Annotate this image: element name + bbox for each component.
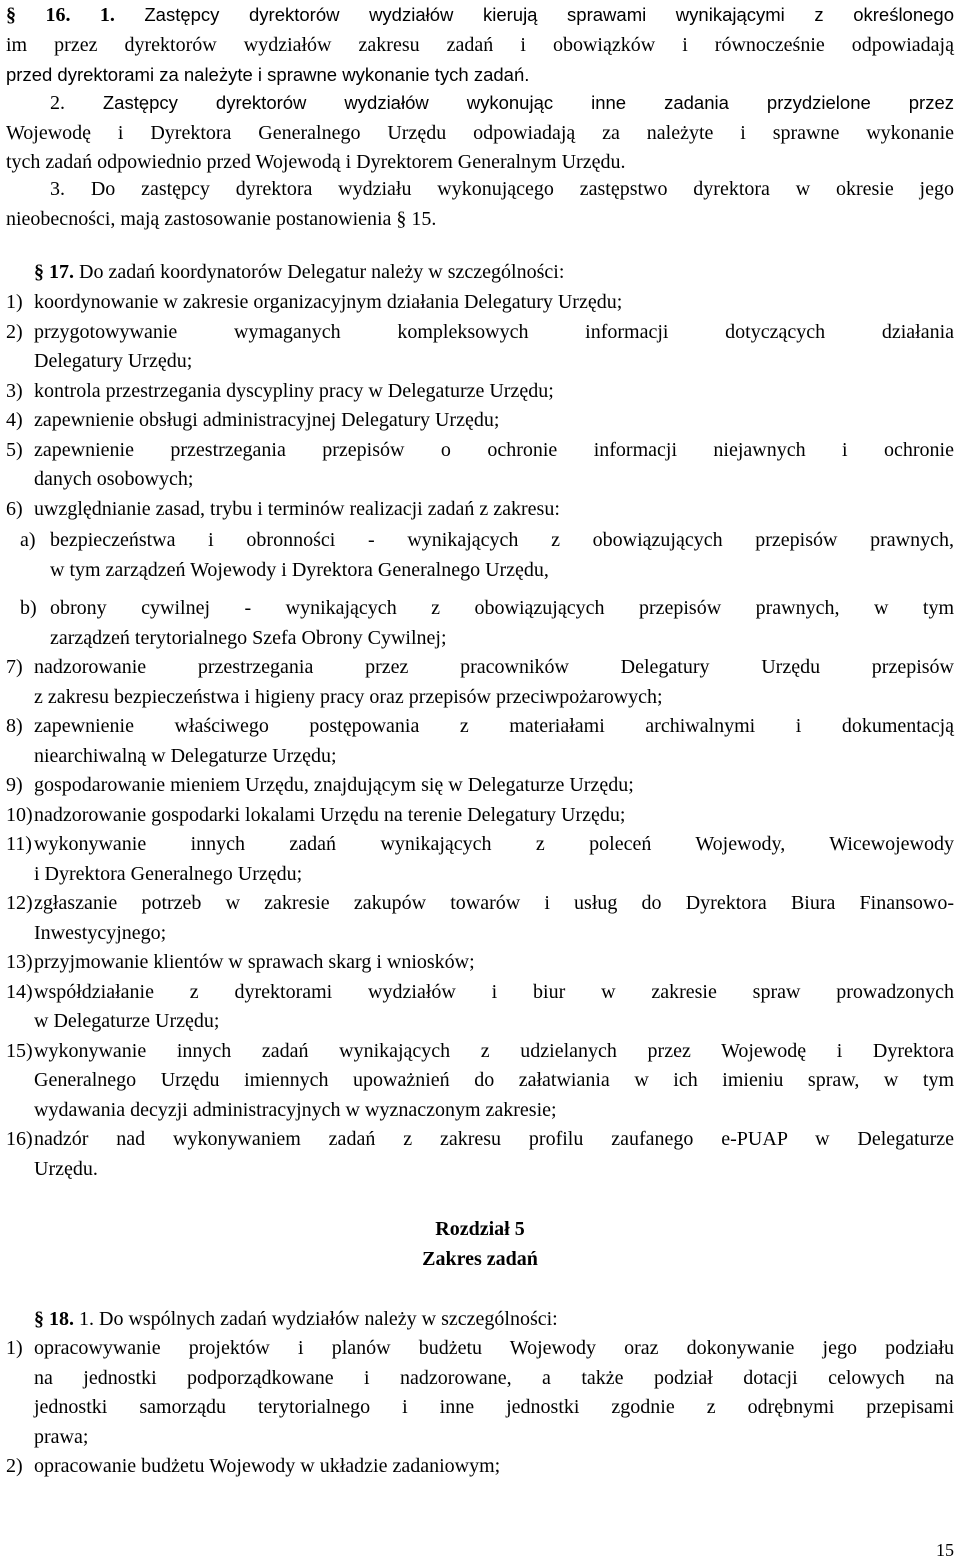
list-item-text: w tym zarządzeń Wojewody i Dyrektora Generalnego Urzędu, xyxy=(50,558,549,581)
list-item-text: uwzględnianie zasad, trybu i terminów realizacji zadań z zakresu: xyxy=(34,497,560,520)
list-item-number: 7) xyxy=(6,656,23,678)
list-item-text: Urzędu. xyxy=(34,1157,98,1180)
s17-intro: Do zadań koordynatorów Delegatur należy w szczególności: xyxy=(79,261,565,283)
list-item-line xyxy=(6,742,954,772)
list-item-text: nadzorowanie przestrzegania przez pracowników Delegatury Urzędu przepisów xyxy=(34,656,954,678)
list-item-number: 1) xyxy=(6,1337,23,1359)
list-item-number: 2) xyxy=(6,320,23,343)
list-item-line xyxy=(6,495,954,525)
list-item-text: na jednostki podporządkowane i nadzorowane, a także podział dotacji celowych na xyxy=(34,1366,954,1389)
list-item-line xyxy=(6,1334,954,1364)
s16-paragraph-2 xyxy=(6,88,954,178)
s16-p2-text-2: Wojewodę i Dyrektora Generalnego Urzędu odpowiadają za należyte i sprawne wykonanie xyxy=(6,121,954,144)
list-item xyxy=(6,712,954,771)
list-item-line xyxy=(6,1007,954,1037)
list-item-number: 8) xyxy=(6,715,23,737)
list-item-text: zapewnienie obsługi administracyjnej Delegatury Urzędu; xyxy=(34,409,500,431)
list-item xyxy=(6,318,954,377)
chapter-title: Rozdział 5 xyxy=(435,1218,525,1240)
list-item-line xyxy=(6,436,954,466)
list-item-text: opracowywanie projektów i planów budżetu Wojewody oraz dokonywanie jego podziału xyxy=(34,1337,954,1359)
list-item-line xyxy=(6,919,954,949)
list-item xyxy=(6,288,954,318)
list-item-line xyxy=(6,624,954,654)
list-item xyxy=(6,406,954,436)
list-item-text: zapewnienie właściwego postępowania z materiałami archiwalnymi i dokumentacją xyxy=(34,715,954,737)
list-item xyxy=(6,653,954,712)
list-item-line xyxy=(6,406,954,436)
list-item-text: w Delegaturze Urzędu; xyxy=(34,1010,220,1032)
list-item-text: z zakresu bezpieczeństwa i higieny pracy oraz przepisów przeciwpożarowych; xyxy=(34,685,663,708)
list-item xyxy=(6,1334,954,1452)
list-item-line xyxy=(6,347,954,377)
list-item xyxy=(6,771,954,801)
s16-p1-text-1: Zastępcy dyrektorów wydziałów kierują sprawami wynikającymi z określonego xyxy=(144,4,954,25)
s16-p2-text-1: Zastępcy dyrektorów wydziałów wykonując inne zadania przydzielone przez xyxy=(102,92,955,113)
list-item-line xyxy=(6,978,954,1008)
list-item-text: obrony cywilnej - wynikających z obowiązujących przepisów prawnych, w tym xyxy=(50,597,954,619)
list-item xyxy=(6,436,954,495)
list-item-text: jednostki samorządu terytorialnego i inne jednostki zgodnie z odrębnymi przepisami xyxy=(34,1396,954,1418)
list-item-line xyxy=(6,1393,954,1423)
s16-p1-text-3: przed dyrektorami za należyte i sprawne wykonanie tych zadań. xyxy=(6,64,530,85)
list-item xyxy=(6,948,954,978)
s16-p2-number: 2. xyxy=(50,92,65,114)
list-item-text: Delegatury Urzędu; xyxy=(34,350,193,372)
list-item-text: współdziałanie z dyrektorami wydziałów i biur w zakresie spraw prowadzonych xyxy=(34,980,954,1003)
list-item-line xyxy=(6,465,954,495)
list-item-number: 5) xyxy=(6,438,23,461)
list-item-line xyxy=(6,889,954,919)
s18-lead: § 18. xyxy=(34,1308,74,1330)
list-item-text: koordynowanie w zakresie organizacyjnym działania Delegatury Urzędu; xyxy=(34,291,623,313)
list-item-text: zapewnienie przestrzegania przepisów o ochronie informacji niejawnych i ochronie xyxy=(34,438,954,461)
list-item-line xyxy=(6,1155,954,1185)
list-item xyxy=(6,1452,954,1482)
list-item-text: nadzór nad wykonywaniem zadań z zakresu profilu zaufanego e-PUAP w Delegaturze xyxy=(34,1128,954,1150)
list-item-text: gospodarowanie mieniem Urzędu, znajdującym się w Delegaturze Urzędu; xyxy=(34,774,634,796)
list-item-line xyxy=(6,288,954,318)
list-item-line xyxy=(6,526,954,556)
chapter-subtitle: Zakres zadań xyxy=(422,1248,538,1270)
s16-p3-number: 3. xyxy=(50,178,65,200)
list-item-number: 3) xyxy=(6,379,23,402)
list-item xyxy=(6,526,954,585)
list-item-line xyxy=(6,860,954,890)
list-item-line xyxy=(6,771,954,801)
list-item-text: przygotowywanie wymaganych kompleksowych informacji dotyczących działania xyxy=(34,320,954,343)
list-item xyxy=(6,1125,954,1184)
list-item-number: 2) xyxy=(6,1455,23,1477)
list-item-number: a) xyxy=(20,529,36,551)
list-item-line xyxy=(6,377,954,407)
list-item-number: 12) xyxy=(6,892,33,914)
section-18-intro xyxy=(6,1305,954,1335)
list-item-number: 6) xyxy=(6,497,23,520)
list-item-line xyxy=(6,1037,954,1067)
list-item-text: kontrola przestrzegania dyscypliny pracy w Delegaturze Urzędu; xyxy=(34,379,554,402)
list-item xyxy=(6,1037,954,1126)
list-item-text: prawa; xyxy=(34,1425,89,1448)
list-item-line xyxy=(6,1364,954,1394)
list-item-number: 9) xyxy=(6,774,23,796)
list-item-number: 4) xyxy=(6,409,23,431)
list-item-number: 16) xyxy=(6,1128,33,1150)
list-item xyxy=(6,594,954,653)
list-item-text: wydawania decyzji administracyjnych w wyznaczonym zakresie; xyxy=(34,1098,557,1121)
s16-p2-text-3: tych zadań odpowiednio przed Wojewodą i Dyrektorem Generalnym Urzędu. xyxy=(6,151,626,173)
list-item-number: 10) xyxy=(6,803,33,826)
list-item-line xyxy=(6,1125,954,1155)
list-item-line xyxy=(6,683,954,713)
list-item xyxy=(6,978,954,1037)
list-item xyxy=(6,801,954,831)
s16-paragraph-3 xyxy=(6,175,954,234)
s18-intro: Do wspólnych zadań wydziałów należy w szczególności: xyxy=(99,1308,558,1330)
list-item-line xyxy=(6,801,954,831)
list-item-line xyxy=(6,1096,954,1126)
list-item-text: zarządzeń terytorialnego Szefa Obrony Cywilnej; xyxy=(50,626,447,649)
s16-p3-text-2: nieobecności, mają zastosowanie postanowienia § 15. xyxy=(6,207,437,230)
section-17-intro xyxy=(6,258,954,288)
page-number: 15 xyxy=(936,1540,954,1560)
list-item xyxy=(6,495,954,525)
list-item-text: nadzorowanie gospodarki lokalami Urzędu na terenie Delegatury Urzędu; xyxy=(34,803,626,826)
list-item-number: 1) xyxy=(6,291,23,313)
list-item-number: b) xyxy=(20,597,37,619)
s16-p3-line-1 xyxy=(6,175,954,205)
list-item-line xyxy=(6,556,954,586)
list-item-line xyxy=(6,1423,954,1453)
list-item-line xyxy=(6,1452,954,1482)
list-item-line xyxy=(6,948,954,978)
s16-line-1 xyxy=(6,0,954,31)
list-item-line xyxy=(6,712,954,742)
s17-lead: § 17. xyxy=(34,261,74,283)
list-item-text: wykonywanie innych zadań wynikających z udzielanych przez Wojewodę i Dyrektora xyxy=(34,1039,954,1062)
list-item-text: wykonywanie innych zadań wynikających z poleceń Wojewody, Wicewojewody xyxy=(34,833,954,855)
list-item-text: Inwestycyjnego; xyxy=(34,921,167,944)
s16-lead: § 16. 1. xyxy=(6,4,115,26)
list-item-line xyxy=(6,830,954,860)
list-item-number: 14) xyxy=(6,980,33,1003)
list-item-text: opracowanie budżetu Wojewody w układzie zadaniowym; xyxy=(34,1455,501,1477)
list-item-text: Generalnego Urzędu imiennych upoważnień do załatwiania w ich imieniu spraw, w tym xyxy=(34,1069,954,1091)
list-item-text: niearchiwalną w Delegaturze Urzędu; xyxy=(34,744,337,767)
section-16 xyxy=(6,0,954,90)
list-item-line xyxy=(6,653,954,683)
list-item-number: 13) xyxy=(6,951,33,973)
list-item xyxy=(6,889,954,948)
s16-p3-text-1: Do zastępcy dyrektora wydziału wykonującego zastępstwo dyrektora w okresie jego xyxy=(90,178,954,200)
list-item-line xyxy=(6,318,954,348)
list-item-text: przyjmowanie klientów w sprawach skarg i wniosków; xyxy=(34,951,475,973)
s18-p1-number: 1. xyxy=(79,1308,94,1330)
list-item xyxy=(6,830,954,889)
list-item-line xyxy=(6,594,954,624)
list-item-text: bezpieczeństwa i obronności - wynikających z obowiązujących przepisów prawnych, xyxy=(50,529,954,551)
list-item-text: danych osobowych; xyxy=(34,468,194,490)
list-item-number: 15) xyxy=(6,1039,33,1062)
list-item xyxy=(6,377,954,407)
s16-p1-text-2: im przez dyrektorów wydziałów zakresu zadań i obowiązków i równocześnie odpowiadają xyxy=(6,33,954,56)
list-item-text: zgłaszanie potrzeb w zakresie zakupów towarów i usług do Dyrektora Biura Finansowo- xyxy=(34,892,954,914)
list-item-text: i Dyrektora Generalnego Urzędu; xyxy=(34,862,303,885)
s16-p2-line-1 xyxy=(6,88,954,119)
list-item-number: 11) xyxy=(6,833,32,855)
list-item-line xyxy=(6,1066,954,1096)
